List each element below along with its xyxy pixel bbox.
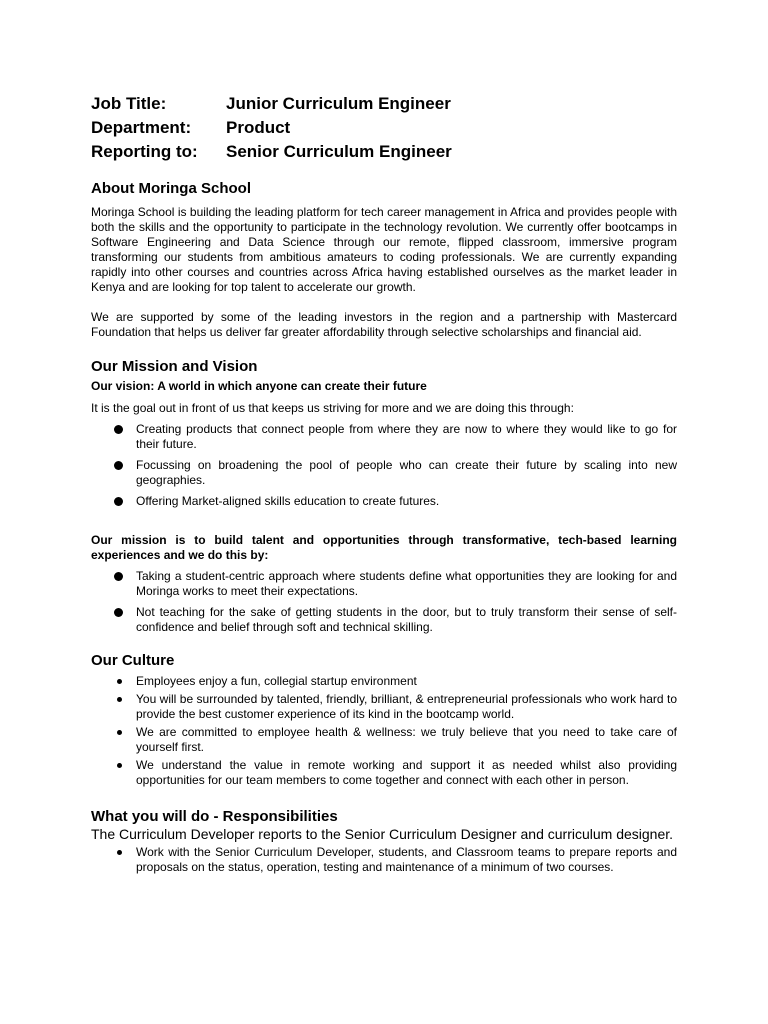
- list-item: Offering Market-aligned skills education to create futures.: [91, 494, 677, 509]
- reporting-row: [91, 140, 677, 164]
- responsibilities-heading: What you will do - Responsibilities: [91, 808, 338, 825]
- about-heading: About Moringa School: [91, 180, 251, 197]
- department-label: Department:: [91, 118, 192, 137]
- list-item: You will be surrounded by talented, friendly, brilliant, & entrepreneurial professionals who work hard to provide the best customer experience of its kind in the bootcamp world.: [91, 692, 677, 722]
- mission-heading: Our Mission and Vision: [91, 358, 258, 375]
- culture-heading: Our Culture: [91, 652, 175, 669]
- reporting-value: Senior Curriculum Engineer: [226, 142, 452, 161]
- list-item: We understand the value in remote working and support it as needed whilst also providing opportunities for our team members to come together and connect with each other in person.: [91, 758, 677, 788]
- vision-title: Our vision: A world in which anyone can create their future: [91, 379, 427, 393]
- culture-list: [91, 674, 677, 788]
- list-item: Focussing on broadening the pool of people who can create their future by scaling into new geographies.: [91, 458, 677, 488]
- vision-list: [91, 422, 677, 509]
- reporting-label: Reporting to:: [91, 142, 198, 161]
- responsibilities-list: [91, 845, 677, 875]
- job-title-value: Junior Curriculum Engineer: [226, 94, 451, 113]
- job-title-label: Job Title:: [91, 94, 167, 113]
- mission-list: [91, 569, 677, 635]
- list-item: Creating products that connect people from where they are now to where they would like to go for their future.: [91, 422, 677, 452]
- about-paragraph-1: Moringa School is building the leading platform for tech career management in Africa and provides people with both the skills and the opportunity to participate in the technology revolution. We currently offer bootcamps in Software Engineering and Data Science through our remote, flipped classroom, immersive program transforming our students from ambitious amateurs to coding professionals. We are currently expanding rapidly into other courses and countries across Africa having established ourselves as the market leader in Kenya and are looking for top talent to accelerate our growth.: [91, 205, 677, 294]
- department-value: Product: [226, 118, 291, 137]
- job-title-row: [91, 92, 677, 116]
- responsibilities-intro: The Curriculum Developer reports to the Senior Curriculum Designer and curriculum designer.: [91, 826, 674, 842]
- list-item: Employees enjoy a fun, collegial startup environment: [91, 674, 677, 689]
- list-item: Work with the Senior Curriculum Developer, students, and Classroom teams to prepare reports and proposals on the status, operation, testing and maintenance of a minimum of two courses.: [91, 845, 677, 875]
- mission-title: Our mission is to build talent and opportunities through transformative, tech-based learning experiences and we do this by:: [91, 533, 677, 562]
- job-header: [91, 92, 677, 164]
- list-item: Not teaching for the sake of getting students in the door, but to truly transform their sense of self-confidence and belief through soft and technical skilling.: [91, 605, 677, 635]
- list-item: Taking a student-centric approach where students define what opportunities they are looking for and Moringa works to meet their expectations.: [91, 569, 677, 599]
- vision-intro: It is the goal out in front of us that keeps us striving for more and we are doing this through:: [91, 401, 574, 415]
- about-paragraph-2: We are supported by some of the leading investors in the region and a partnership with Mastercard Foundation that helps us deliver far greater affordability through selective scholarships and financial aid.: [91, 310, 677, 339]
- department-row: [91, 116, 677, 140]
- list-item: We are committed to employee health & wellness: we truly believe that you need to take care of yourself first.: [91, 725, 677, 755]
- document-page: [91, 92, 677, 875]
